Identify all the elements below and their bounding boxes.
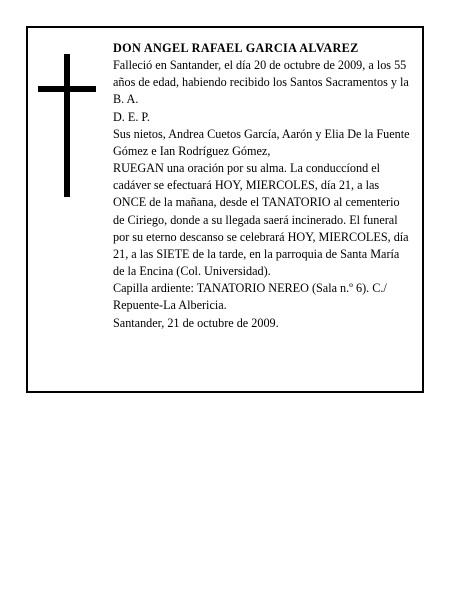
place-date-line: Santander, 21 de octubre de 2009. <box>113 315 279 330</box>
deceased-name-heading: DON ANGEL RAFAEL GARCIA ALVAREZ <box>113 41 359 55</box>
chapel-paragraph: Capilla ardiente: TANATORIO NEREO (Sala n.º 6). C./ Repuente-La Albericia. <box>113 281 387 313</box>
family-paragraph: Sus nietos, Andrea Cuetos García, Aarón y Elia De la Fuente Gómez e Ian Rodríguez Gómez, <box>113 126 410 158</box>
obituary-text-block <box>113 40 413 332</box>
latin-cross-icon <box>38 54 96 197</box>
rip-line: D. E. P. <box>113 109 150 124</box>
cross-vertical-bar <box>64 54 70 197</box>
cross-horizontal-bar <box>38 86 96 92</box>
funeral-details-paragraph: RUEGAN una oración por su alma. La conduccíond el cadáver se efectuará HOY, MIERCOLES, día 21, a las ONCE de la mañana, desde el TANATORIO al cementerio de Ciriego, donde a su llegada saerá incinerado. El funeral por su eterno descanso se celebrará HOY, MIERCOLES, día 21, a las SIETE de la tarde, en la parroquia de Santa María de la Encina (Col. Universidad). <box>113 161 409 279</box>
death-announcement-paragraph: Falleció en Santander, el día 20 de octubre de 2009, a los 55 años de edad, habiendo recibido los Santos Sacramentos y la B. A. <box>113 58 409 107</box>
